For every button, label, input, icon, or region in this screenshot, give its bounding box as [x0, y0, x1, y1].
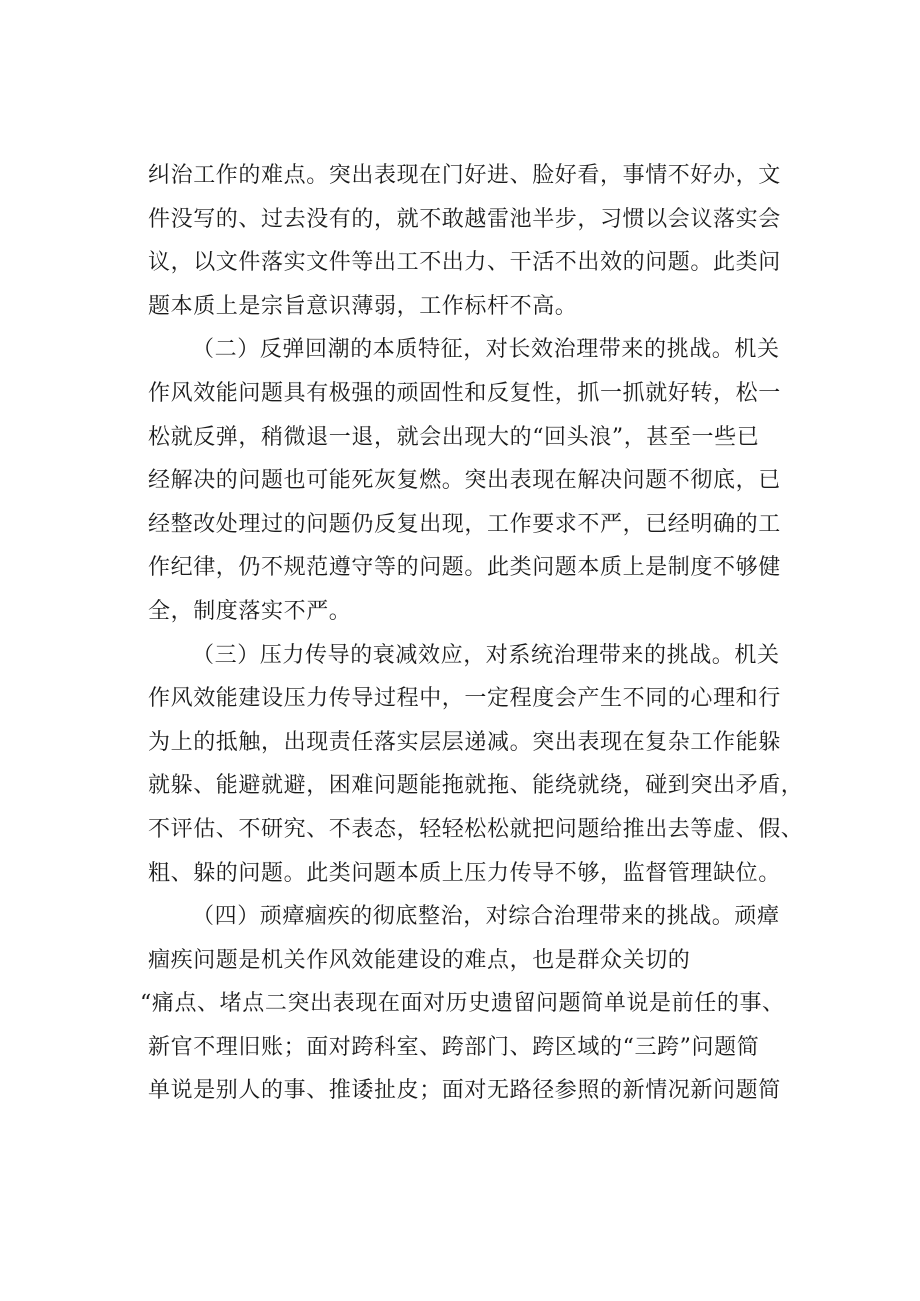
text-line: “痛点、堵点二突出表现在面对历史遗留问题简单说是前任的事、	[140, 991, 785, 1017]
text-line: 件没写的、过去没有的，就不敢越雷池半步，习惯以会议落实会	[148, 206, 781, 232]
text-line: 作纪律，仍不规范遵守等的问题。此类问题本质上是制度不够健	[148, 555, 781, 581]
text-line: 为上的抵触，出现责任落实层层递减。突出表现在复杂工作能躲	[148, 729, 781, 755]
section-heading-line: （二）反弹回潮的本质特征，对长效治理带来的挑战。机关	[192, 337, 780, 363]
text-line: 松就反弹，稍微退一退，就会出现大的“回头浪”，甚至一些已	[148, 424, 760, 450]
text-line: 经整改处理过的问题仍反复出现，工作要求不严，已经明确的工	[148, 511, 781, 537]
text-line: 就躲、能避就避，困难问题能拖就拖、能绕就绕，碰到突出矛盾，	[148, 773, 804, 799]
text-line: 单说是别人的事、推诿扯皮；面对无路径参照的新情况新问题简	[148, 1078, 781, 1104]
text-line: 议，以文件落实文件等出工不出力、干活不出效的问题。此类问	[148, 250, 781, 276]
text-line: 全，制度落实不严。	[148, 598, 352, 624]
text-line: 痼疾问题是机关作风效能建设的难点，也是群众关切的	[148, 947, 691, 973]
section-heading-line: （四）顽瘴痼疾的彻底整治，对综合治理带来的挑战。顽瘴	[192, 904, 780, 930]
text-line: 题本质上是宗旨意识薄弱，工作标杆不高。	[148, 293, 578, 319]
text-line: 粗、躲的问题。此类问题本质上压力传导不够，监督管理缺位。	[148, 860, 781, 886]
text-line: 新官不理旧账；面对跨科室、跨部门、跨区域的“三跨”问题简	[148, 1034, 760, 1060]
text-line: 经解决的问题也可能死灰复燃。突出表现在解决问题不彻底，已	[148, 468, 781, 494]
text-line: 作风效能问题具有极强的顽固性和反复性，抓一抓就好转，松一	[148, 380, 781, 406]
text-line: 作风效能建设压力传导过程中，一定程度会产生不同的心理和行	[148, 686, 781, 712]
section-heading-line: （三）压力传导的衰减效应，对系统治理带来的挑战。机关	[192, 642, 780, 668]
document-body	[140, 154, 818, 1113]
text-line: 纠治工作的难点。突出表现在门好进、脸好看，事情不好办，文	[148, 163, 781, 188]
text-line: 不评估、不研究、不表态，轻轻松松就把问题给推出去等虚、假、	[148, 816, 804, 842]
